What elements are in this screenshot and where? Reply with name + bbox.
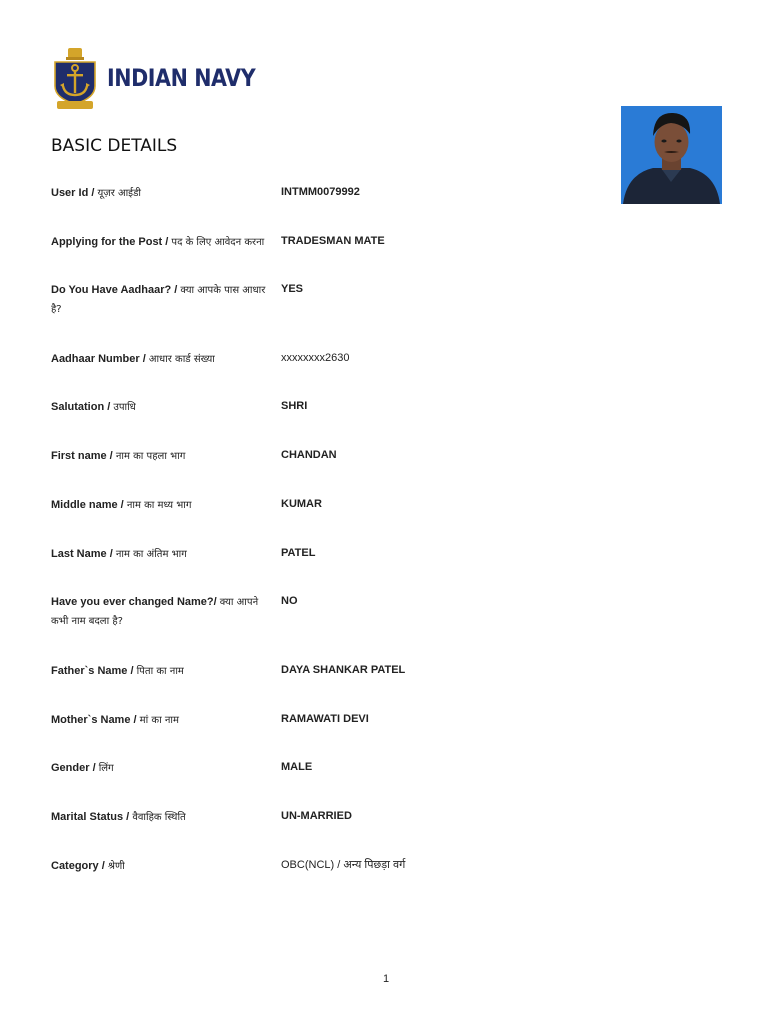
field-label: Marital Status / वैवाहिक स्थिति — [51, 811, 186, 823]
field-label: Do You Have Aadhaar? / क्या आपके पास आधार है? — [51, 284, 266, 315]
field-value: CHANDAN — [281, 449, 337, 461]
section-title: BASIC DETAILS — [51, 136, 178, 156]
field-value: KUMAR — [281, 498, 322, 510]
field-value: SHRI — [281, 400, 308, 412]
field-label: First name / नाम का पहला भाग — [51, 450, 186, 462]
field-label: Mother`s Name / मां का नाम — [51, 714, 179, 726]
field-value: DAYA SHANKAR PATEL — [281, 664, 406, 676]
field-label: Last Name / नाम का अंतिम भाग — [51, 548, 187, 560]
applicant-photo — [621, 106, 722, 204]
field-label: Have you ever changed Name?/ क्या आपने कभी नाम बदला है? — [51, 596, 259, 627]
field-label: Applying for the Post / पद के लिए आवेदन करना — [51, 236, 265, 248]
field-value: TRADESMAN MATE — [281, 235, 385, 247]
page-number: 1 — [382, 973, 390, 985]
field-value: INTMM0079992 — [281, 186, 360, 198]
field-label: Father`s Name / पिता का नाम — [51, 665, 184, 677]
indian-navy-logo — [51, 46, 279, 110]
brand-name: INDIAN NAVY — [107, 64, 256, 92]
field-value: NO — [281, 595, 298, 607]
field-value: MALE — [281, 761, 313, 773]
field-label: Middle name / नाम का मध्य भाग — [51, 499, 192, 511]
field-value: OBC(NCL) / अन्य पिछड़ा वर्ग — [281, 859, 406, 871]
field-label: Aadhaar Number / आधार कार्ड संख्या — [51, 353, 215, 365]
field-label: User Id / यूज़र आईडी — [51, 187, 142, 199]
field-value: xxxxxxxx2630 — [281, 352, 350, 364]
field-value: RAMAWATI DEVI — [281, 713, 369, 725]
field-value: UN-MARRIED — [281, 810, 352, 822]
field-value: YES — [281, 283, 304, 295]
field-value: PATEL — [281, 547, 316, 559]
field-label: Gender / लिंग — [51, 762, 114, 774]
navy-crest-icon — [51, 46, 99, 110]
field-label: Category / श्रेणी — [51, 860, 125, 872]
applicant-photo-icon — [621, 106, 722, 204]
field-label: Salutation / उपाधि — [51, 401, 136, 413]
